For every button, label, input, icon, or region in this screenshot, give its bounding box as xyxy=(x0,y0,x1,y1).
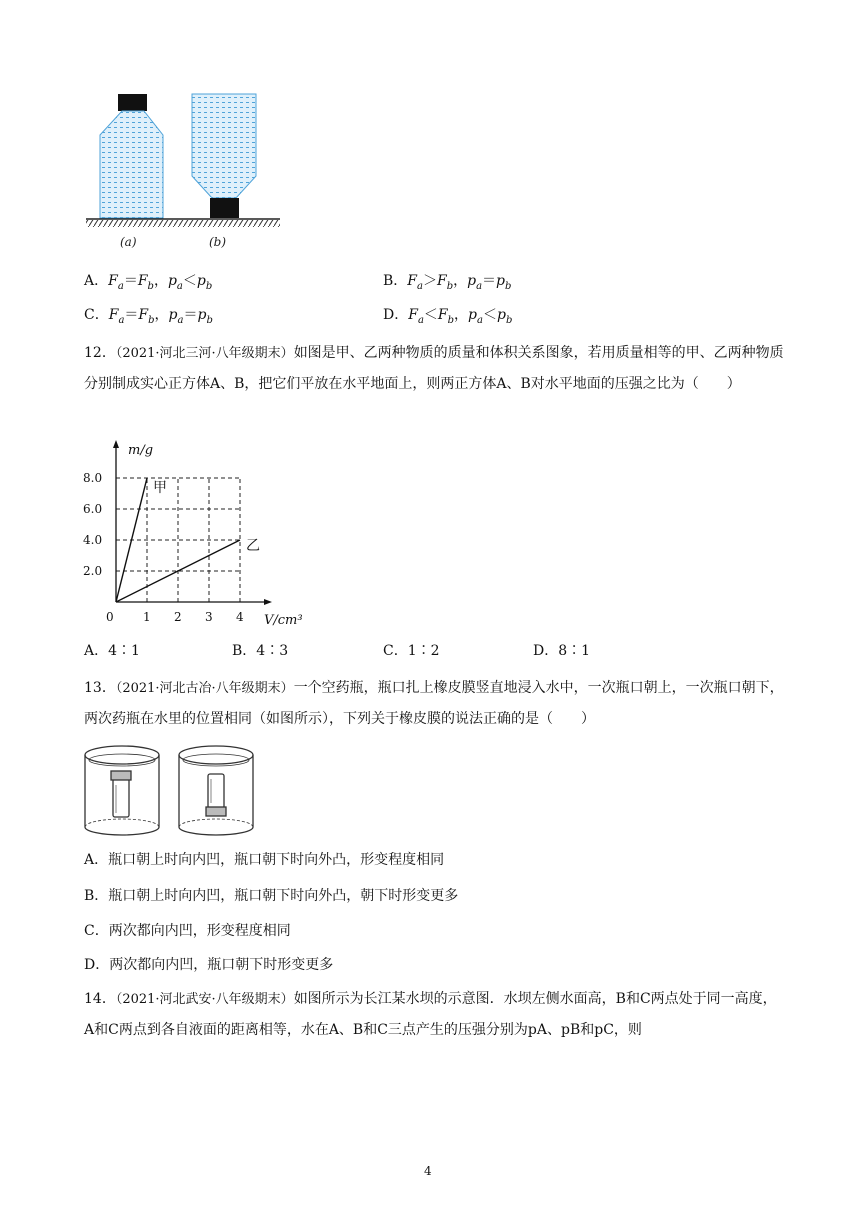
x-tick-label: 0 xyxy=(106,610,114,624)
bottles-figure xyxy=(84,90,284,250)
q12-option-a[interactable] xyxy=(84,641,140,661)
option-text: $F_a>F_b$，$p_a=p_b$ xyxy=(407,273,512,292)
option-text: 1∶2 xyxy=(407,643,440,659)
option-letter: D． xyxy=(383,307,409,323)
page-number: 4 xyxy=(424,1164,432,1178)
y-tick-label: 2.0 xyxy=(83,564,103,578)
q13-option-b[interactable] xyxy=(84,886,458,906)
question-text: 如图是甲、乙两种物质的质量和体积关系图象，若用质量相等的甲、乙两种物质分别制成实心正方体A、B，把它们平放在水平地面上，则两正方体A、B对水平地面的压强之比为（ ） xyxy=(84,345,784,392)
option-letter: B． xyxy=(383,273,408,289)
option-text: 两次都向内凹，形变程度相同 xyxy=(108,923,291,939)
q11-option-b[interactable] xyxy=(383,271,511,297)
q11-option-a[interactable] xyxy=(84,271,212,297)
q13-option-a[interactable] xyxy=(84,850,444,870)
bottle-b xyxy=(192,94,256,218)
option-text: 4∶3 xyxy=(256,643,289,659)
question-source: （2021·河北古冶·八年级期末） xyxy=(115,681,294,696)
x-tick-label: 2 xyxy=(174,610,182,624)
series-label-1: 甲 xyxy=(153,480,167,496)
option-letter: D． xyxy=(84,957,110,973)
option-text: $F_a=F_b$，$p_a<p_b$ xyxy=(108,273,213,292)
x-tick-label: 1 xyxy=(143,610,151,624)
q11-option-c[interactable] xyxy=(84,305,213,331)
q12-option-d[interactable] xyxy=(533,641,590,661)
bottle-a xyxy=(100,94,163,218)
option-letter: C． xyxy=(383,643,408,659)
q12-option-c[interactable] xyxy=(383,641,440,661)
question-number: 12． xyxy=(84,345,116,361)
mass-volume-chart xyxy=(80,440,303,630)
option-text: 瓶口朝上时向内凹，瓶口朝下时向外凸，朝下时形变更多 xyxy=(108,888,459,904)
option-text: 瓶口朝上时向内凹，瓶口朝下时向外凸，形变程度相同 xyxy=(108,852,445,868)
x-axis-arrow xyxy=(264,599,272,605)
label-b: (b) xyxy=(209,235,227,249)
beakers-figure xyxy=(80,743,260,838)
option-text: $F_a=F_b$，$p_a=p_b$ xyxy=(108,307,213,326)
option-letter: A． xyxy=(84,273,109,289)
x-tick-label: 4 xyxy=(236,610,244,624)
q12-option-b[interactable] xyxy=(232,641,288,661)
option-letter: A． xyxy=(84,852,109,868)
option-letter: C． xyxy=(84,307,109,323)
option-text: 8∶1 xyxy=(558,643,591,659)
q12-stem xyxy=(84,338,784,399)
y-tick-label: 8.0 xyxy=(83,471,103,485)
option-letter: C． xyxy=(84,923,109,939)
q13-option-c[interactable] xyxy=(84,921,291,941)
question-source: （2021·河北武安·八年级期末） xyxy=(115,992,294,1007)
y-axis-label: m/g xyxy=(128,443,154,458)
series-label-2: 乙 xyxy=(246,538,260,554)
question-number: 13． xyxy=(84,680,116,696)
q11-option-d[interactable] xyxy=(383,305,512,331)
beaker-down xyxy=(179,746,253,835)
option-letter: A． xyxy=(84,643,109,659)
option-letter: B． xyxy=(84,888,109,904)
option-text: 两次都向内凹，瓶口朝下时形变更多 xyxy=(109,957,334,973)
option-letter: B． xyxy=(232,643,257,659)
q14-stem xyxy=(84,984,784,1045)
option-text: $F_a<F_b$，$p_a<p_b$ xyxy=(408,307,513,326)
x-axis-label: V/cm³ xyxy=(264,613,303,628)
option-text: 4∶1 xyxy=(108,643,140,659)
y-tick-label: 4.0 xyxy=(83,533,103,547)
option-letter: D． xyxy=(533,643,559,659)
question-text: 如图所示为长江某水坝的示意图．水坝左侧水面高，B和C两点处于同一高度，A和C两点到各自液面的距离相等，水在A、B和C三点产生的压强分别为pA、pB和pC，则 xyxy=(84,991,777,1038)
beaker-up xyxy=(85,746,159,835)
label-a: (a) xyxy=(120,235,137,249)
q13-option-d[interactable] xyxy=(84,955,333,975)
question-source: （2021·河北三河·八年级期末） xyxy=(115,346,294,361)
question-text: 一个空药瓶，瓶口扎上橡皮膜竖直地浸入水中，一次瓶口朝上，一次瓶口朝下，两次药瓶在水里的位置相同（如图所示），下列关于橡皮膜的说法正确的是（ ） xyxy=(84,680,784,727)
x-tick-label: 3 xyxy=(205,610,213,624)
y-axis-arrow xyxy=(113,440,119,448)
q13-stem xyxy=(84,673,784,734)
series-line-1 xyxy=(116,478,147,602)
question-number: 14． xyxy=(84,991,116,1007)
y-tick-label: 6.0 xyxy=(83,502,103,516)
